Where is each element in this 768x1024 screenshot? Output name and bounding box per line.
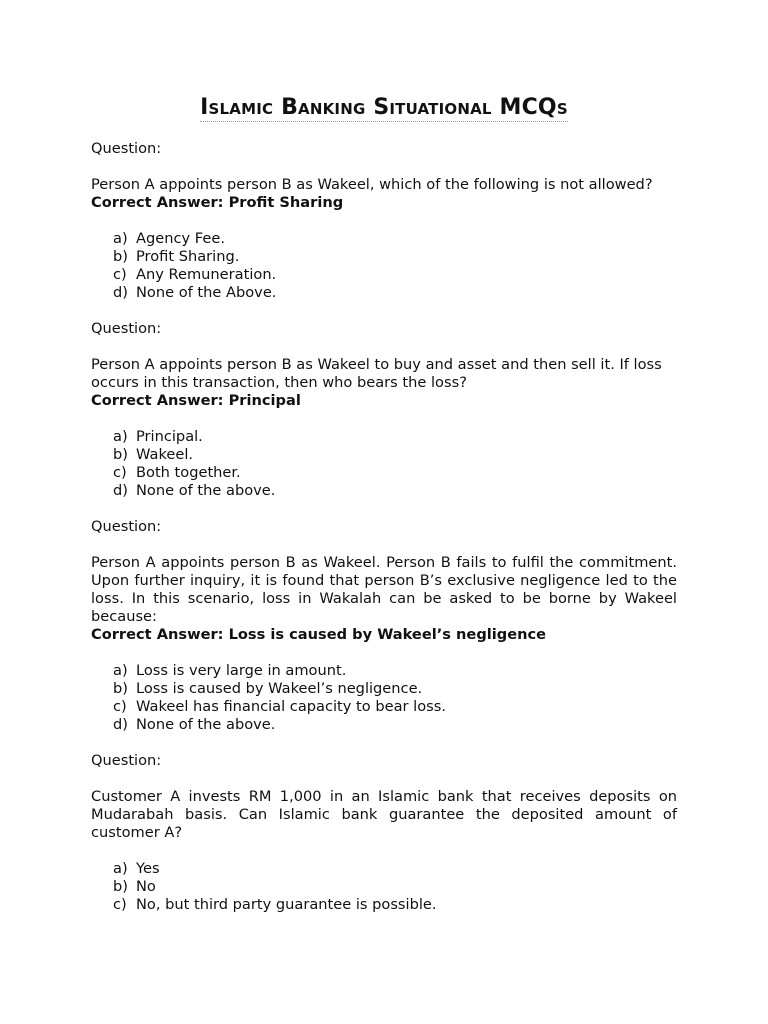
- question-block: [91, 140, 677, 302]
- option-letter: b): [113, 248, 128, 265]
- option-item: [113, 230, 677, 248]
- options-list: [91, 428, 677, 500]
- option-item: [113, 662, 677, 680]
- option-item: [113, 266, 677, 284]
- option-text: Loss is very large in amount.: [136, 662, 347, 679]
- option-letter: a): [113, 662, 128, 679]
- option-item: [113, 284, 677, 302]
- option-text: Loss is caused by Wakeel’s negligence.: [136, 680, 423, 697]
- option-item: [113, 860, 677, 878]
- option-letter: b): [113, 680, 128, 697]
- question-label: Question:: [91, 140, 162, 157]
- page-title: [0, 94, 768, 122]
- question-block: [91, 518, 677, 734]
- option-letter: c): [113, 698, 127, 715]
- option-letter: c): [113, 266, 127, 283]
- option-item: [113, 716, 677, 734]
- option-letter: d): [113, 716, 128, 733]
- option-letter: d): [113, 284, 128, 301]
- option-text: Wakeel has financial capacity to bear loss.: [136, 698, 446, 715]
- question-label: Question:: [91, 320, 162, 337]
- option-letter: d): [113, 482, 128, 499]
- option-text: No, but third party guarantee is possible.: [136, 896, 437, 913]
- question-text: Customer A invests RM 1,000 in an Islamic bank that receives deposits on Mudarabah basis. Can Islamic bank guarantee the deposited amount of customer A?: [91, 788, 677, 841]
- question-text: Person A appoints person B as Wakeel, which of the following is not allowed?: [91, 176, 653, 193]
- option-item: [113, 698, 677, 716]
- options-list: [91, 230, 677, 302]
- option-text: Any Remuneration.: [136, 266, 277, 283]
- option-letter: a): [113, 230, 128, 247]
- options-list: [91, 662, 677, 734]
- option-text: None of the above.: [136, 716, 276, 733]
- option-text: Principal.: [136, 428, 203, 445]
- option-letter: a): [113, 428, 128, 445]
- document-body: [91, 140, 677, 914]
- correct-answer: Correct Answer: Profit Sharing: [91, 194, 344, 211]
- option-letter: b): [113, 878, 128, 895]
- option-text: Wakeel.: [136, 446, 194, 463]
- correct-answer: Correct Answer: Loss is caused by Wakeel’s negligence: [91, 626, 547, 643]
- option-text: None of the Above.: [136, 284, 277, 301]
- option-letter: b): [113, 446, 128, 463]
- option-item: [113, 680, 677, 698]
- correct-answer: Correct Answer: Principal: [91, 392, 301, 409]
- option-text: None of the above.: [136, 482, 276, 499]
- option-text: No: [136, 878, 156, 895]
- option-text: Profit Sharing.: [136, 248, 240, 265]
- option-item: [113, 482, 677, 500]
- option-item: [113, 428, 677, 446]
- option-item: [113, 896, 677, 914]
- question-block: [91, 752, 677, 914]
- option-letter: c): [113, 896, 127, 913]
- question-text: Person A appoints person B as Wakeel. Person B fails to fulfil the commitment. Upon further inquiry, it is found that person B’s exclusive negligence led to the loss. In this scenario, loss in Wakalah can be asked to be borne by Wakeel because:: [91, 554, 677, 625]
- option-text: Yes: [136, 860, 160, 877]
- option-item: [113, 248, 677, 266]
- option-letter: a): [113, 860, 128, 877]
- option-text: Both together.: [136, 464, 241, 481]
- title-text: Islamic Banking Situational MCQs: [200, 95, 568, 120]
- question-label: Question:: [91, 752, 162, 769]
- question-label: Question:: [91, 518, 162, 535]
- question-block: [91, 320, 677, 500]
- option-item: [113, 464, 677, 482]
- option-letter: c): [113, 464, 127, 481]
- option-text: Agency Fee.: [136, 230, 225, 247]
- options-list: [91, 860, 677, 914]
- question-text: Person A appoints person B as Wakeel to buy and asset and then sell it. If loss occurs in this transaction, then who bears the loss?: [91, 356, 662, 391]
- option-item: [113, 446, 677, 464]
- option-item: [113, 878, 677, 896]
